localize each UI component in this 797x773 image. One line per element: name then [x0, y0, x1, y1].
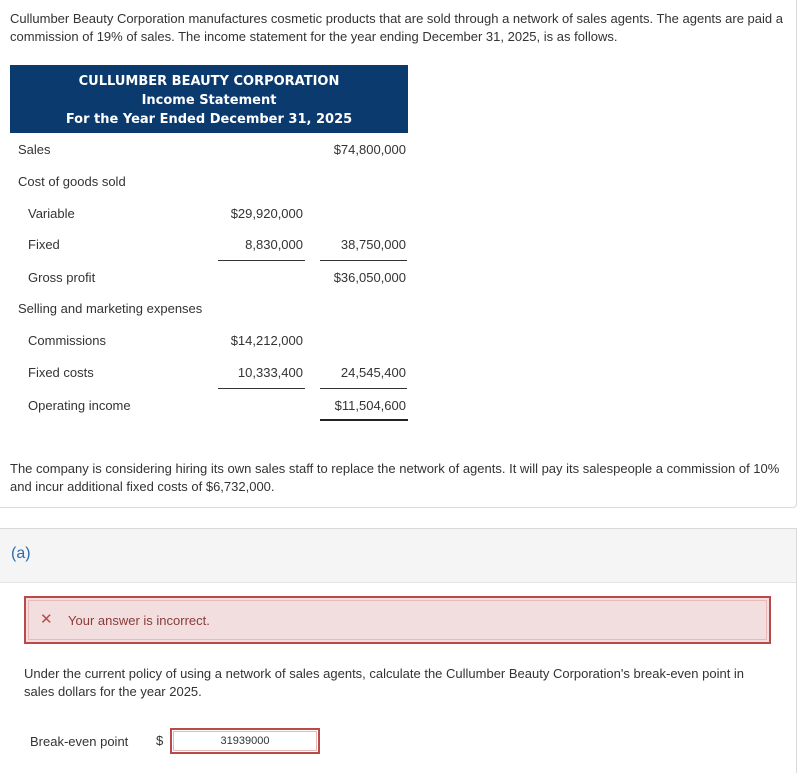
sales-value: $74,800,000: [333, 142, 406, 157]
currency-symbol: $: [156, 733, 164, 748]
operating-income-value: $11,504,600: [334, 398, 406, 413]
operating-income-label: Operating income: [28, 398, 131, 413]
selling-total-value: 24,545,400: [340, 365, 406, 380]
question-text: Under the current policy of using a network of sales agents, calculate the Cullumber Beauty Corporation's break-even point in sales dollars for the year 2025.: [24, 666, 745, 699]
company-name: CULLUMBER BEAUTY CORPORATION: [78, 74, 340, 89]
statement-title: Income Statement: [141, 93, 277, 108]
cogs-total-value: 38,750,000: [340, 237, 406, 252]
part-a-header: [0, 529, 796, 583]
fixed-label: Fixed: [28, 237, 60, 252]
gross-profit-value: $36,050,000: [333, 270, 406, 285]
statement-period: For the Year Ended December 31, 2025: [65, 112, 353, 127]
intro-text: Cullumber Beauty Corporation manufactures cosmetic products that are sold through a network of sales agents. The agents are paid a commission of 19% of sales. The income statement for the year ending December 31, 2025, is as follows.: [10, 11, 783, 44]
underline: [218, 388, 305, 389]
income-statement-header: [10, 65, 408, 133]
x-icon: ✕: [40, 611, 53, 628]
commissions-label: Commissions: [28, 333, 107, 348]
underline: [320, 260, 407, 261]
selling-label: Selling and marketing expenses: [18, 301, 203, 316]
fixed-row: [0, 237, 420, 257]
variable-value: $29,920,000: [230, 206, 303, 221]
gross-profit-row: [0, 270, 420, 290]
fixed-value: 8,830,000: [245, 237, 303, 252]
commissions-value: $14,212,000: [230, 333, 303, 348]
error-message: Your answer is incorrect.: [68, 613, 210, 628]
gross-profit-label: Gross profit: [28, 270, 96, 285]
variable-label: Variable: [28, 206, 75, 221]
underline: [218, 260, 305, 261]
cogs-row: [0, 174, 420, 194]
commissions-row: [0, 333, 420, 353]
break-even-label: Break-even point: [30, 734, 129, 749]
operating-income-row: [0, 398, 420, 418]
part-label: (a): [11, 545, 31, 562]
sales-row: [0, 142, 420, 162]
fixed-costs-label: Fixed costs: [28, 365, 94, 380]
double-underline: [320, 419, 408, 421]
selling-row: [0, 301, 420, 321]
fixed-costs-row: [0, 365, 420, 385]
underline: [320, 388, 407, 389]
fixed-costs-value: 10,333,400: [237, 365, 303, 380]
part-a-card: [0, 528, 797, 773]
scenario-note: The company is considering hiring its own sales staff to replace the network of agents. It will pay its salespeople a commission of 10% and incur additional fixed costs of $6,732,000.: [10, 461, 780, 494]
break-even-input[interactable]: [170, 728, 320, 754]
variable-row: [0, 206, 420, 226]
sales-label: Sales: [18, 142, 51, 157]
error-alert: [24, 596, 771, 644]
cogs-label: Cost of goods sold: [18, 174, 126, 189]
